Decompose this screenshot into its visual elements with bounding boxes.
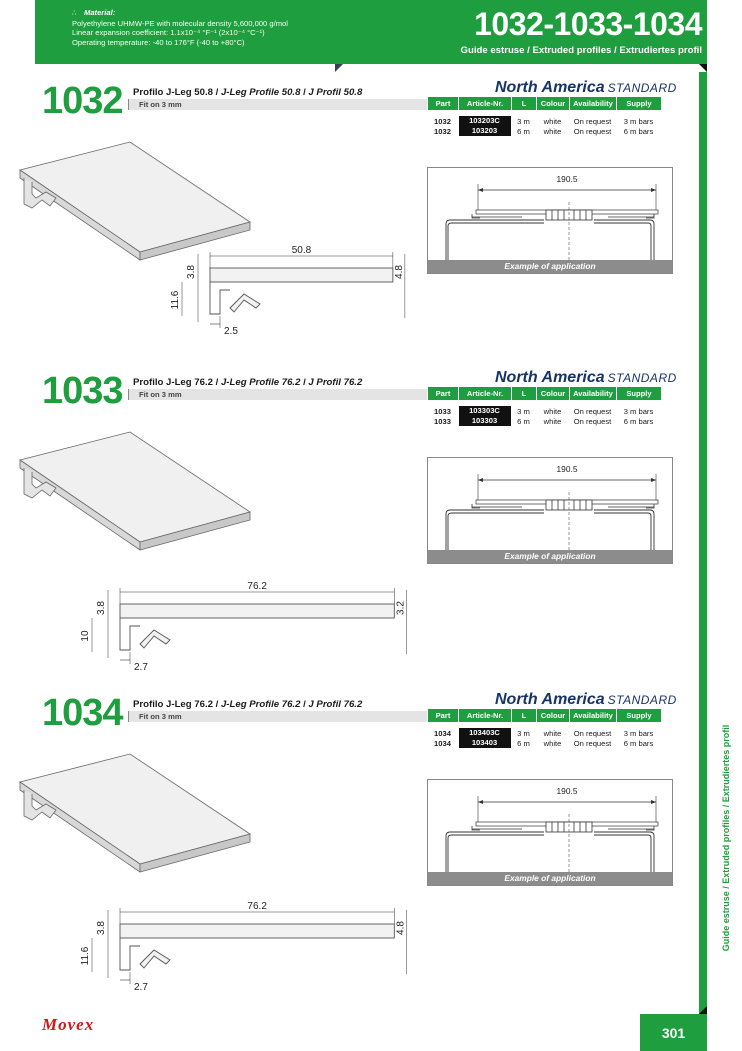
- cell-colour: white: [543, 416, 562, 426]
- dimension-right: 3.2: [395, 601, 407, 615]
- cell-part: 1033: [434, 416, 451, 426]
- column-header: Supply: [616, 97, 661, 110]
- region-label: North America: [495, 369, 605, 386]
- profile-3d-view: [10, 734, 260, 874]
- dimension-leg: 10: [80, 630, 91, 642]
- column-header: Availability: [569, 97, 616, 110]
- region-label: North America: [495, 691, 605, 708]
- column-header: Supply: [616, 709, 661, 722]
- dimension-right: 4.8: [393, 265, 405, 279]
- dimension-width: 50.8: [291, 245, 312, 256]
- cell-availability: On request: [573, 728, 612, 738]
- application-drawing: [428, 780, 672, 872]
- application-caption: Example of application: [428, 550, 672, 563]
- cell-supply: 6 m bars: [623, 126, 654, 136]
- application-caption: Example of application: [428, 260, 672, 273]
- cell-colour: white: [543, 728, 562, 738]
- cell-part: 1033: [434, 406, 451, 416]
- dimension-width: 76.2: [247, 901, 267, 912]
- footer-notch: [699, 1006, 707, 1014]
- page-number: 301: [640, 1014, 707, 1051]
- column-header: Colour: [536, 387, 569, 400]
- column-header: Colour: [536, 709, 569, 722]
- region-label: North America: [495, 79, 605, 96]
- material-icon: ∴: [72, 10, 77, 17]
- cell-article: 103403: [458, 738, 511, 748]
- application-dimension: 190.5: [556, 464, 578, 474]
- fit-note: Fit on 3 mm: [139, 100, 182, 109]
- cell-article: 103203: [458, 126, 511, 136]
- application-dimension: 190.5: [556, 786, 578, 796]
- column-header: Colour: [536, 97, 569, 110]
- cell-length: 6 m: [517, 738, 530, 748]
- cell-length: 6 m: [517, 126, 530, 136]
- cell-article: 103203C: [458, 116, 511, 126]
- fit-bar: [128, 711, 431, 722]
- table-row: [427, 738, 661, 748]
- table-header-row: [427, 387, 661, 400]
- page-subtitle: Guide estruse / Extruded profiles / Extrudiertes profil: [460, 45, 702, 56]
- profile-section-drawing: [80, 566, 440, 676]
- movex-logo: Movex: [42, 1015, 95, 1034]
- material-line: Polyethylene UHMW-PE with molecular density 5,600,000 g/mol: [72, 18, 288, 28]
- column-header: Article-Nr.: [458, 709, 511, 722]
- material-line: Linear expansion coefficient: 1.1x10⁻⁴ °F⁻¹ (2x10⁻⁴ °C⁻¹): [72, 28, 265, 38]
- product-code: 1034: [42, 692, 123, 734]
- cell-colour: white: [543, 116, 562, 126]
- cell-part: 1034: [434, 738, 451, 748]
- product-section: [0, 369, 742, 702]
- column-header: Article-Nr.: [458, 387, 511, 400]
- column-header: Availability: [569, 387, 616, 400]
- table-header-row: [427, 97, 661, 110]
- cell-availability: On request: [573, 416, 612, 426]
- page-title: 1032-1033-1034: [474, 6, 702, 42]
- cell-article: 103403C: [458, 728, 511, 738]
- cell-part: 1032: [434, 116, 451, 126]
- material-title: Material:: [84, 8, 116, 17]
- dimension-foot: 2.7: [134, 982, 148, 993]
- product-title: Profilo J-Leg 76.2 / J-Leg Profile 76.2 / J Profil 76.2: [133, 377, 363, 388]
- fit-note: Fit on 3 mm: [139, 712, 182, 721]
- standard-suffix: STANDARD: [607, 693, 677, 707]
- profile-3d-view: [10, 412, 260, 552]
- cell-length: 3 m: [517, 116, 530, 126]
- cell-length: 3 m: [517, 728, 530, 738]
- table-row: [427, 728, 661, 738]
- table-row: [427, 416, 661, 426]
- standard-suffix: STANDARD: [607, 371, 677, 385]
- spec-table: [427, 97, 661, 136]
- cell-colour: white: [543, 406, 562, 416]
- cell-availability: On request: [573, 126, 612, 136]
- column-header: Article-Nr.: [458, 97, 511, 110]
- column-header: Part: [427, 97, 458, 110]
- dimension-foot: 2.7: [134, 662, 148, 673]
- application-diagram: [427, 779, 673, 886]
- table-row: [427, 406, 661, 416]
- material-line: Operating temperature: -40 to 176°F (-40 to +80°C): [72, 37, 245, 47]
- dimension-top: 3.8: [96, 601, 107, 615]
- product-title: Profilo J-Leg 50.8 / J-Leg Profile 50.8 / J Profil 50.8: [133, 87, 363, 98]
- cell-supply: 3 m bars: [623, 406, 654, 416]
- cell-supply: 6 m bars: [623, 738, 654, 748]
- spec-table: [427, 387, 661, 426]
- column-header: Availability: [569, 709, 616, 722]
- cell-supply: 3 m bars: [623, 116, 654, 126]
- column-header: Part: [427, 709, 458, 722]
- cell-availability: On request: [573, 738, 612, 748]
- header-corner: [699, 64, 707, 72]
- product-section: [0, 691, 742, 1024]
- product-code: 1033: [42, 370, 123, 412]
- material-info: [72, 8, 288, 47]
- cell-length: 3 m: [517, 406, 530, 416]
- application-caption: Example of application: [428, 872, 672, 885]
- product-code: 1032: [42, 80, 123, 122]
- application-diagram: [427, 457, 673, 564]
- dimension-leg: 11.6: [170, 290, 181, 310]
- dimension-foot: 2.5: [224, 326, 238, 337]
- profile-section-drawing: [170, 230, 530, 340]
- product-title: Profilo J-Leg 76.2 / J-Leg Profile 76.2 / J Profil 76.2: [133, 699, 363, 710]
- column-header: Part: [427, 387, 458, 400]
- fit-bar: [128, 99, 431, 110]
- cell-part: 1032: [434, 126, 451, 136]
- dimension-top: 3.8: [186, 265, 197, 279]
- standard-label: [495, 79, 677, 97]
- spec-table: [427, 709, 661, 748]
- fit-note: Fit on 3 mm: [139, 390, 182, 399]
- fit-bar: [128, 389, 431, 400]
- header-notch: [335, 64, 343, 72]
- column-header: Supply: [616, 387, 661, 400]
- cell-supply: 3 m bars: [623, 728, 654, 738]
- column-header: L: [511, 387, 536, 400]
- profile-section-drawing: [80, 886, 440, 996]
- application-drawing: [428, 458, 672, 550]
- application-dimension: 190.5: [556, 174, 578, 184]
- cell-article: 103303C: [458, 406, 511, 416]
- cell-supply: 6 m bars: [623, 416, 654, 426]
- cell-length: 6 m: [517, 416, 530, 426]
- table-row: [427, 116, 661, 126]
- dimension-width: 76.2: [247, 581, 267, 592]
- table-header-row: [427, 709, 661, 722]
- standard-label: [495, 691, 677, 709]
- column-header: L: [511, 97, 536, 110]
- dimension-leg: 11.6: [80, 946, 91, 966]
- cell-part: 1034: [434, 728, 451, 738]
- cell-colour: white: [543, 738, 562, 748]
- side-caption: Guide estruse / Extruded profiles / Extrudiertes profil: [721, 724, 731, 952]
- product-section: [0, 79, 742, 412]
- cell-availability: On request: [573, 116, 612, 126]
- cell-colour: white: [543, 126, 562, 136]
- dimension-top: 3.8: [96, 921, 107, 935]
- standard-label: [495, 369, 677, 387]
- cell-article: 103303: [458, 416, 511, 426]
- cell-availability: On request: [573, 406, 612, 416]
- dimension-right: 4.8: [395, 921, 407, 935]
- column-header: L: [511, 709, 536, 722]
- table-row: [427, 126, 661, 136]
- standard-suffix: STANDARD: [607, 81, 677, 95]
